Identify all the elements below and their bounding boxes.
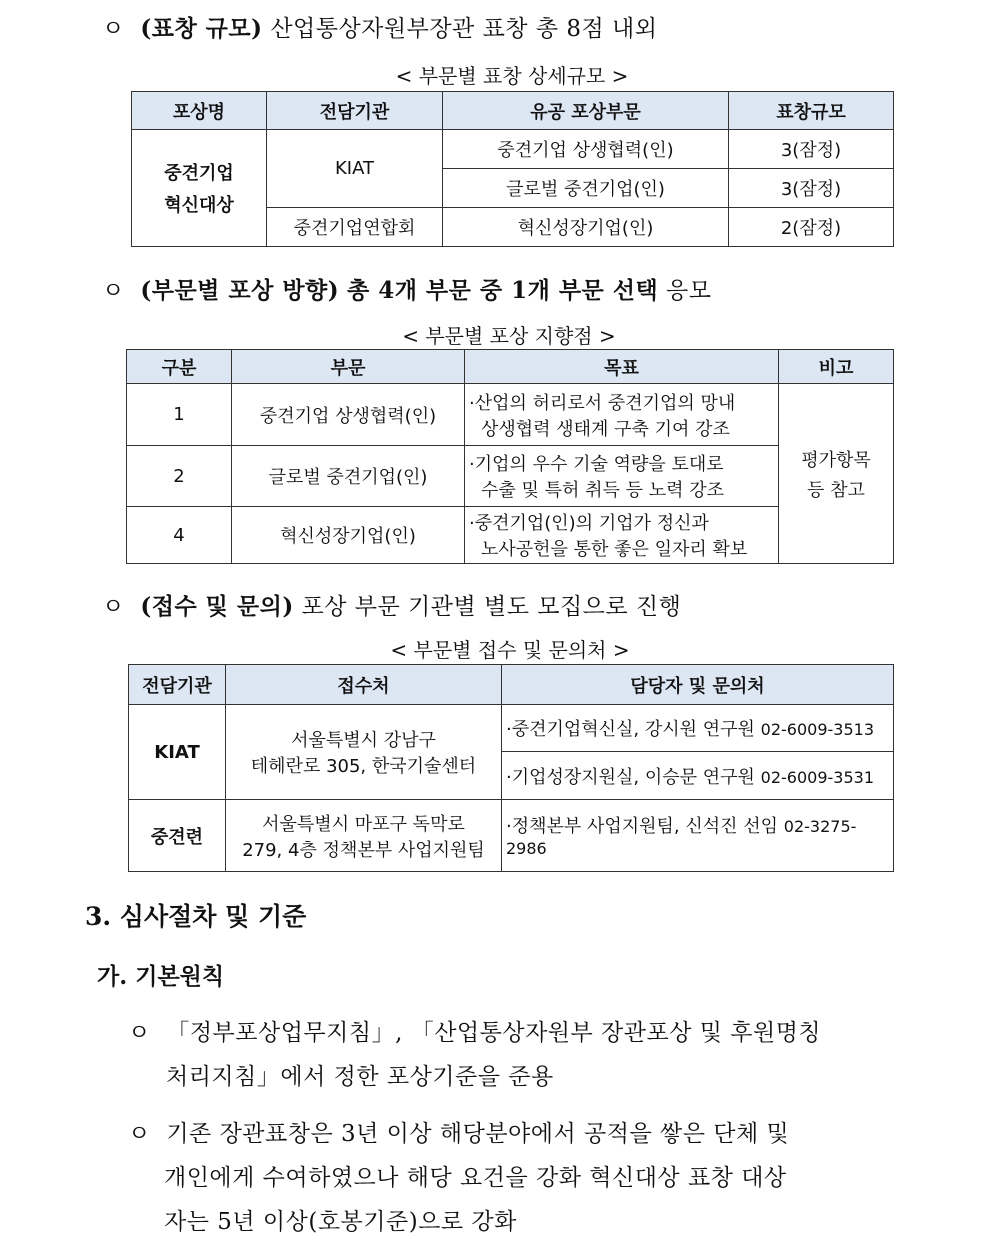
agency-kiat: KIAT — [129, 705, 226, 800]
award-size-table — [131, 91, 894, 247]
award-direction-table — [126, 349, 894, 564]
row-category: 중견기업 상생협력(인) — [232, 384, 465, 446]
fed-address: 서울특별시 마포구 독막로 279, 4층 정책본부 사업지원팀 — [226, 800, 502, 872]
category-cell: 글로벌 중견기업(인) — [443, 169, 729, 208]
header-category: 부문 — [232, 350, 465, 384]
category-cell: 혁신성장기업(인) — [443, 208, 729, 247]
section3-label: (접수 및 문의) — [140, 593, 294, 620]
size-cell: 3(잠정) — [729, 130, 894, 169]
agency-fed-cell: 중견기업연합회 — [267, 208, 443, 247]
table3-caption: < 부문별 접수 및 문의처 > — [390, 638, 630, 662]
header-category: 유공 포상부문 — [443, 92, 729, 130]
bullet-mark: ㅇ — [102, 278, 125, 304]
header-contact: 담당자 및 문의처 — [502, 665, 894, 705]
section2-line — [102, 272, 711, 305]
fed-contact: ·정책본부 사업지원팀, 신석진 선임 02-3275-2986 — [502, 800, 894, 872]
row-goal: ·산업의 허리로서 중견기업의 망내 상생협력 생태계 구축 기여 강조 — [465, 384, 779, 446]
note-cell: 평가항목 등 참고 — [779, 384, 894, 564]
section3-text: 포상 부문 기관별 별도 모집으로 진행 — [301, 594, 682, 620]
category-cell: 중견기업 상생협력(인) — [443, 130, 729, 169]
phone-number: 02-6009-3531 — [760, 767, 875, 787]
row-no: 4 — [127, 507, 232, 564]
principle-2: ㅇ 기존 장관표창은 3년 이상 해당분야에서 공적을 쌓은 단체 및 개인에게 수여하였으나 해당 요건을 강화 혁신대상 표창 대상 자는 5년 이상(호봉기준)으로 강화 — [128, 1121, 790, 1235]
header-note: 비고 — [779, 350, 894, 384]
bullet-mark: ㅇ — [102, 16, 125, 42]
agency-kiat-cell: KIAT — [267, 130, 443, 208]
section1-text: 산업통상자원부장관 표창 총 8점 내외 — [270, 16, 658, 42]
row-no: 1 — [127, 384, 232, 446]
size-cell: 3(잠정) — [729, 169, 894, 208]
row-goal: ·기업의 우수 기술 역량을 토대로 수출 및 특허 취득 등 노력 강조 — [465, 446, 779, 507]
bullet-mark: ㅇ — [128, 1020, 151, 1046]
section2-text: 응모 — [666, 278, 712, 304]
section3-line — [102, 588, 681, 621]
chapter-title: 3. 심사절차 및 기준 — [85, 902, 307, 931]
kiat-address: 서울특별시 강남구 테헤란로 305, 한국기술센터 — [226, 705, 502, 800]
bullet-mark: ㅇ — [128, 1121, 151, 1147]
agency-fed: 중견련 — [129, 800, 226, 872]
section2-text-bold: 총 4개 부문 중 1개 부문 선택 — [346, 277, 659, 304]
header-no: 구분 — [127, 350, 232, 384]
header-agency: 전담기관 — [267, 92, 443, 130]
principle-1: ㅇ 「정부포상업무지침」, 「산업통상자원부 장관포상 및 후원명칭 처리지침」에서 정한 포상기준을 준용 — [128, 1020, 822, 1090]
header-award-name: 포상명 — [132, 92, 267, 130]
kiat-contact-1: ·중견기업혁신실, 강시원 연구원 02-6009-3513 — [502, 705, 894, 752]
row-goal: ·중견기업(인)의 기업가 정신과 노사공헌을 통한 좋은 일자리 확보 — [465, 507, 779, 564]
table2-caption: < 부문별 포상 지향점 > — [402, 324, 616, 348]
section2-label: (부문별 포상 방향) — [140, 277, 340, 304]
size-cell: 2(잠정) — [729, 208, 894, 247]
phone-number: 02-3275-2986 — [506, 817, 857, 858]
contact-table — [128, 664, 894, 872]
award-name-cell: 중견기업 혁신대상 — [132, 130, 267, 247]
section1-label: (표창 규모) — [140, 15, 263, 42]
subsection-title: 가. 기본원칙 — [97, 963, 225, 990]
bullet-mark: ㅇ — [102, 594, 125, 620]
kiat-contact-2: ·기업성장지원실, 이승문 연구원 02-6009-3531 — [502, 752, 894, 800]
section1-line — [102, 10, 657, 43]
header-goal: 목표 — [465, 350, 779, 384]
header-size: 표창규모 — [729, 92, 894, 130]
header-reception: 접수처 — [226, 665, 502, 705]
phone-number: 02-6009-3513 — [760, 720, 875, 739]
table1-caption: < 부문별 표창 상세규모 > — [395, 64, 629, 88]
row-category: 글로벌 중견기업(인) — [232, 446, 465, 507]
row-category: 혁신성장기업(인) — [232, 507, 465, 564]
header-agency: 전담기관 — [129, 665, 226, 705]
row-no: 2 — [127, 446, 232, 507]
